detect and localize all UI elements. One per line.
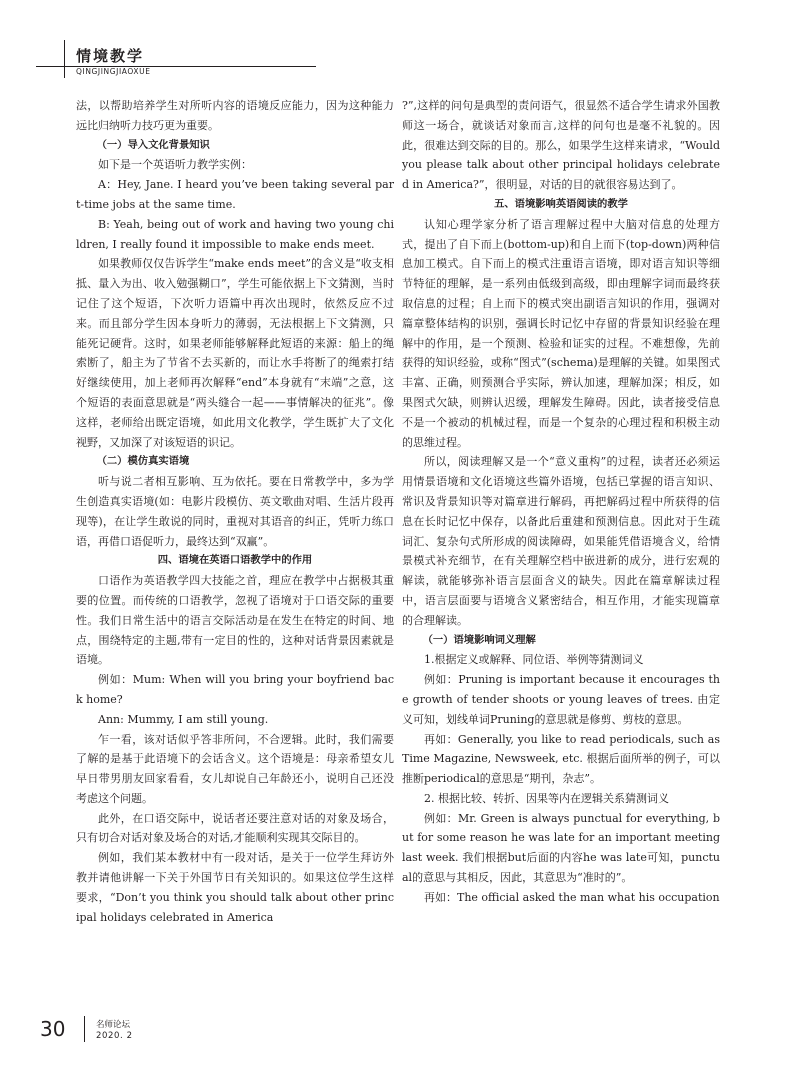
body-paragraph: 再如：Generally, you like to read periodicals, such as Time Magazine, Newsweek, etc. 根据后面所举的例子，可以推断periodical的意思是“期刊，杂志”。 xyxy=(402,732,720,786)
body-paragraph: 例如：Mum: When will you bring your boyfriend back home? xyxy=(76,673,394,706)
left-column xyxy=(76,96,394,927)
body-paragraph: 法，以帮助培养学生对所听内容的语境反应能力，因为这种能力远比归纳听力技巧更为重要。 xyxy=(76,99,394,132)
body-paragraph: 例如：Pruning is important because it encourages the growth of tender shoots or young leaves of trees. 由定义可知，划线单词Pruning的意思就是修剪、剪枝的意思。 xyxy=(402,673,720,726)
body-paragraph: B: Yeah, being out of work and having two young children, I really found it impossible to make ends meet. xyxy=(76,217,394,251)
right-column xyxy=(402,96,720,908)
journal-name: 名师论坛 xyxy=(96,1020,131,1030)
section-heading: （一）导入文化背景知识 xyxy=(96,138,210,151)
body-paragraph: 如果教师仅仅告诉学生“make ends meet”的含义是“收支相抵、量入为出、收入勉强糊口”，学生可能依据上下文猜测，当时记住了这个短语，下次听力语篇中再次出现时，依然反应不过来。而且部分学生因本身听力的薄弱，无法根据上下文猜测，只能死记硬背。这时，如果老师能够解释此短语的来源：船上的绳索断了，船主为了节省不去买新的，而让水手将断了的绳索打结好继续使用，加上老师再次解释“end”本身就有“末端”之意，这个短语的表面意思就是“两头缝合一起——事情解决的征兆”。像这样，老师给出既定语境，如此用文化教学，学生既扩大了文化视野，又加深了对该短语的识记。 xyxy=(76,257,394,449)
page-header xyxy=(0,0,793,90)
footer-vertical-rule xyxy=(84,1016,85,1042)
body-paragraph: 2. 根据比较、转折、因果等内在逻辑关系猜测词义 xyxy=(424,791,669,805)
page-number: 30 xyxy=(40,1017,66,1041)
section-heading: （一）语境影响词义理解 xyxy=(422,633,536,646)
body-paragraph: 此外，在口语交际中，说话者还要注意对话的对象及场合，只有切合对话对象及场合的对话,才能顺利实现其交际目的。 xyxy=(76,811,394,845)
body-paragraph: 例如：Mr. Green is always punctual for everything, but for some reason he was late for an important meeting last week. 我们根据but后面的内容he was late可知，punctual的意思与其相反，因此，其意思为“准时的”。 xyxy=(402,811,720,885)
body-paragraph: ?”,这样的问句是典型的责问语气，很显然不适合学生请求外国教师这一场合，就谈话对象而言,这样的问句也是毫不礼貌的。因此，很难达到交际的目的。那么，如果学生这样来请求，“Would you please talk about other principal holidays celebrated in America?”，很明显，对话的目的就很容易达到了。 xyxy=(402,99,720,192)
body-paragraph: 1.根据定义或解释、同位语、举例等猜测词义 xyxy=(424,653,644,667)
body-paragraph: 认知心理学家分析了语言理解过程中大脑对信息的处理方式，提出了自下而上(bottom-up)和自上而下(top-down)两种信息加工模式。自下而上的模式注重语言语境，即对语言知识等细节特征的理解，是一系列由低级到高级，即由理解字词而最终获取信息的过程；自上而下的模式突出副语言知识的作用，强调对篇章整体结构的识别，强调长时记忆中存留的背景知识经验在理解中的作用，是一个预测、检验和证实的过程。不难想像，先前获得的知识经验，或称“图式”(schema)是理解的关键。如果图式丰富、正确，则预测合乎实际，辨认加速，理解加深；相反，如果图式欠缺，则辨认迟缓，理解发生障碍。因此，读者接受信息不是一个被动的机械过程，而是一个复杂的心理过程和积极主动的思维过程。 xyxy=(402,217,720,449)
issue-date: 2020. 2 xyxy=(96,1031,133,1041)
section-pinyin: QINGJINGJIAOXUE xyxy=(76,67,151,76)
section-heading: 五、语境影响英语阅读的教学 xyxy=(494,197,628,210)
body-paragraph: 如下是一个英语听力教学实例： xyxy=(98,158,252,172)
section-heading: （二）模仿真实语境 xyxy=(96,455,190,468)
section-title: 情境教学 xyxy=(76,47,145,65)
body-paragraph: 所以，阅读理解又是一个“意义重构”的过程，读者还必须运用情景语境和文化语境这些篇外语境，包括已掌握的语言知识、常识及背景知识等对篇章进行解码，再把解码过程中所获得的信息在长时记忆中保存，以备此后重建和预测信息。因此对于生疏词汇、复杂句式所形成的阅读障碍，如果能凭借语境含义，给情景模式补充细节，在有关理解空档中嵌进新的成分，进行宏观的解读，就能够弥补语言层面含义的缺失。因此在篇章解读过程中，语言层面要与语境含义紧密结合，相互作用，才能实现篇章的合理解读。 xyxy=(402,455,720,627)
page-footer xyxy=(0,1010,793,1070)
body-paragraph: A：Hey, Jane. I heard you’ve been taking several part-time jobs at the same time. xyxy=(76,178,394,211)
body-paragraph: 例如，我们某本教材中有一段对话，是关于一位学生拜访外教并请他讲解一下关于外国节日有关知识的。如果这位学生这样要求，“Don’t you think you should talk about other principal holidays celebrated in America xyxy=(76,851,394,924)
header-vertical-rule xyxy=(64,40,65,78)
body-paragraph: 乍一看，该对话似乎答非所问，不合逻辑。此时，我们需要了解的是基于此语境下的会话含义。这个语境是：母亲希望女儿早日带男朋友回家看看，女儿却说自己年龄还小，说明自己还没考虑这个问题。 xyxy=(76,732,394,805)
body-paragraph: Ann: Mummy, I am still young. xyxy=(98,712,269,726)
body-paragraph: 再如：The official asked the man what his occupation xyxy=(424,890,720,904)
body-paragraph: 听与说二者相互影响、互为依托。要在日常教学中，多为学生创造真实语境(如：电影片段模仿、英文歌曲对唱、生活片段再现等)，在让学生敢说的同时，重视对其语音的纠正，凭听力练口语，再借口语促听力，最终达到“双赢”。 xyxy=(76,475,394,548)
body-paragraph: 口语作为英语教学四大技能之首，理应在教学中占据极其重要的位置。而传统的口语教学，忽视了语境对于口语交际的重要性。我们日常生活中的语言交际活动是在发生在特定的时间、地点，围绕特定的主题,带有一定目的性的，这种对话背景因素就是语境。 xyxy=(76,574,394,667)
section-heading: 四、语境在英语口语教学中的作用 xyxy=(157,554,313,567)
